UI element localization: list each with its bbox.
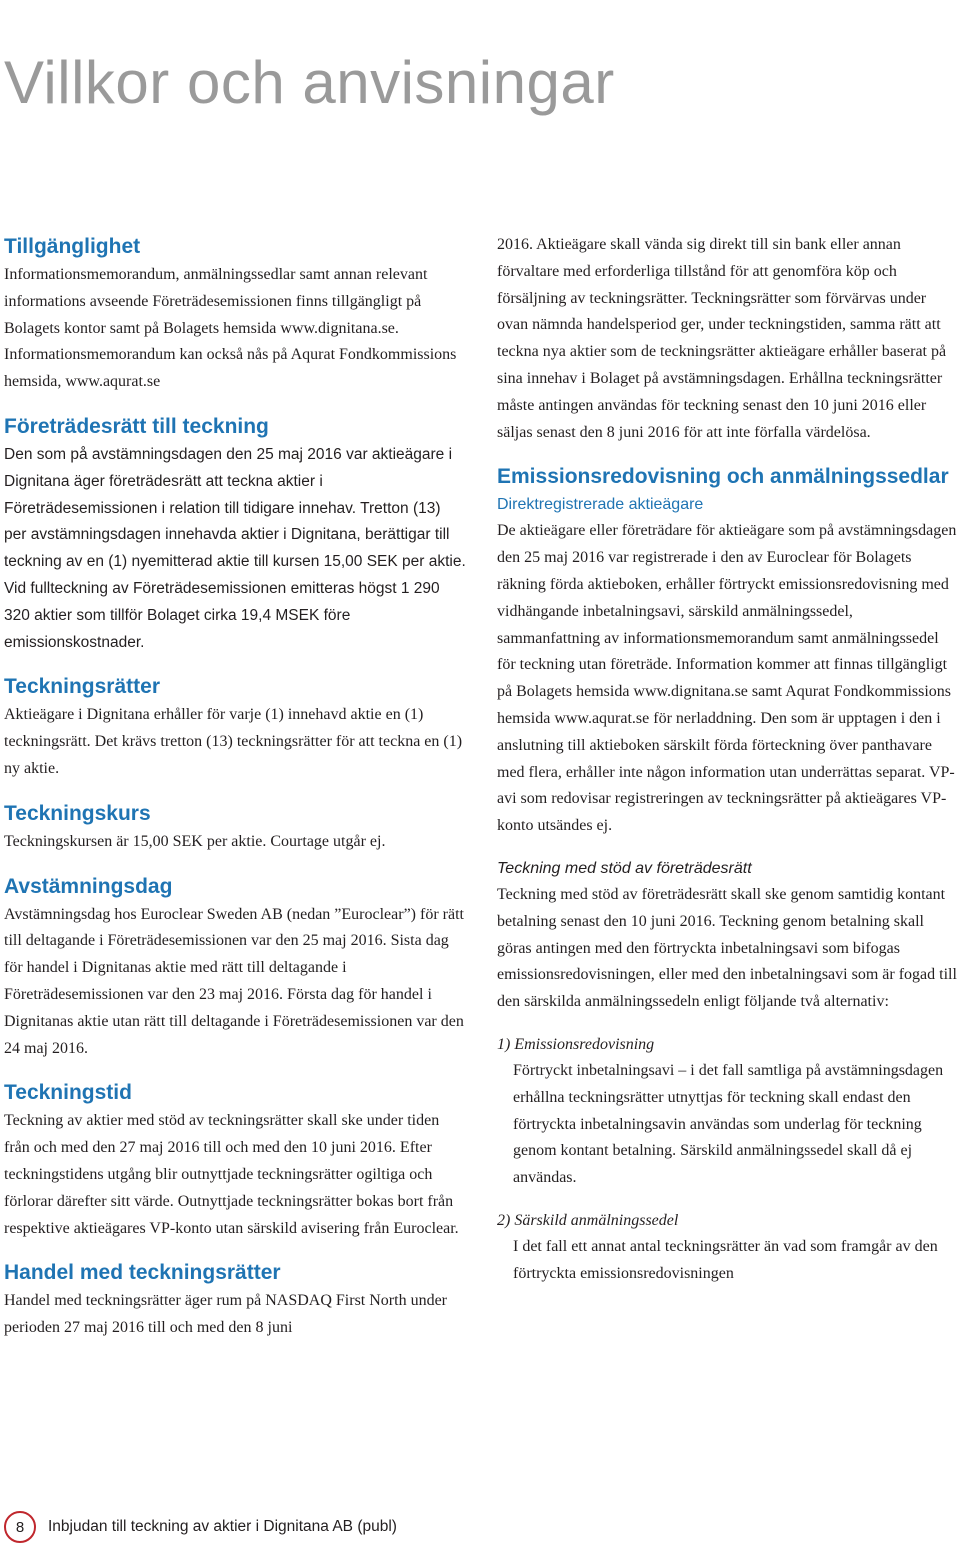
section-foretradesratt (4, 412, 466, 656)
left-column (4, 232, 466, 1358)
alt2-label: 2) Särskild anmälningssedel (497, 1211, 679, 1229)
section-teckningskurs (4, 799, 466, 856)
section-teckningstid (4, 1078, 466, 1242)
body-handel: Handel med teckningsrätter äger rum på NASDAQ First North under perioden 27 maj 2016 till och med den 8 juni (4, 1292, 447, 1337)
page-footer (4, 1512, 397, 1542)
heading-teckning: Teckning med stöd av företrädesrätt (497, 859, 752, 877)
subheading-direktregistrerade: Direktregistrerade aktieägare (497, 496, 704, 514)
page-title: Villkor och anvisningar (4, 49, 615, 116)
section-teckning (497, 856, 957, 1016)
body-teckningstid: Teckning av aktier med stöd av teckningsrätter skall ske under tiden från och med den 27 maj 2016 till och med den 10 juni 2016. Efter teckningstidens utgång blir outnyttjade teckningsrätter ogiltiga och förlorar därefter sitt värde. Outnyttjade teckningsrätter bokas bort från respektive aktieägares VP-konto utan särskild avisering från Euroclear. (4, 1112, 459, 1237)
body-teckningsratter: Aktieägare i Dignitana erhåller för varje (1) innehavd aktie en (1) teckningsrätt. Det krävs tretton (13) teckningsrätter för att teckna en (1) ny aktie. (4, 706, 463, 777)
section-avstamningsdag (4, 872, 466, 1063)
alt2-body: I det fall ett annat antal teckningsrätter än vad som framgår av den förtryckta emissionsredovisningen (513, 1237, 938, 1282)
body-avstamningsdag: Avstämningsdag hos Euroclear Sweden AB (nedan ”Euroclear”) för rätt till deltagande i Företrädesemissionen var den 25 maj 2016. Sista dag för handel i Dignitanas aktie med rätt till deltagande i Företrädesemissionen var den 23 maj 2016. Första dag för handel i Dignitanas aktie utan rätt till deltagande i Företrädesemissionen var den 24 maj 2016. (4, 905, 464, 1057)
alternative-1 (497, 1032, 957, 1192)
heading-teckningstid: Teckningstid (4, 1081, 132, 1105)
heading-tillganglighet: Tillgänglighet (4, 235, 141, 258)
heading-teckningskurs: Teckningskurs (4, 801, 151, 825)
section-handel-continued (497, 232, 957, 446)
section-emission (497, 462, 957, 840)
heading-foretradesratt: Företrädesrätt till teckning (4, 414, 269, 438)
body-teckning: Teckning med stöd av företrädesrätt skall ske genom samtidig kontant betalning senast den 10 juni 2016. Teckning genom betalning skall göras antingen med den förtryckta inbetalningsavi som bifogas emissionsredovisningen, eller med den inbetalningsavi som är fogad till den särskilda anmälningssedeln enligt följande två alternativ: (497, 885, 957, 1011)
section-handel (4, 1258, 466, 1342)
heading-teckningsratter: Teckningsrätter (4, 675, 160, 699)
alternative-2 (497, 1208, 957, 1288)
page-number-badge: 8 (4, 1511, 36, 1543)
body-teckningskurs: Teckningskursen är 15,00 SEK per aktie. Courtage utgår ej. (4, 832, 386, 850)
footer-text: Inbjudan till teckning av aktier i Dignitana AB (publ) (48, 1518, 397, 1535)
heading-handel: Handel med teckningsrätter (4, 1261, 281, 1285)
alt1-label: 1) Emissionsredovisning (497, 1035, 655, 1053)
heading-avstamningsdag: Avstämningsdag (4, 874, 173, 898)
section-tillganglighet (4, 232, 466, 396)
body-tillganglighet: Informationsmemorandum, anmälningssedlar samt annan relevant informations avseende Företrädesemissionen finns tillgängligt på Bolagets kontor samt på Bolagets hemsida www.dignitana.se. Informationsmemorandum kan också nås på Aqurat Fondkommissions hemsida, www.aqurat.se (4, 266, 457, 391)
heading-emission: Emissionsredovisning och anmälningssedlar (497, 465, 949, 489)
body-emission: De aktieägare eller företrädare för aktieägare som på avstämningsdagen den 25 maj 2016 var registrerade i den av Euroclear för Bolagets räkning förda aktieboken, erhåller förtryckt emissionsredovisning med vidhängande inbetalningsavi, särskild anmälningssedel, sammanfattning av informationsmemorandum samt anmälningssedel för teckning utan företräde. Information kommer att finnas tillgängligt på Bolagets hemsida www.dignitana.se samt Aqurat Fondkommissions hemsida www.aqurat.se för nerladdning. Den som är upptagen i den i anslutning till aktieboken särskilt förda förteckning över panthavare med flera, erhåller inte någon information utan underrättas separat. VP-avi som redovisar registreringen av teckningsrätter på aktieägares VP-konto utsändes ej. (497, 522, 957, 835)
body-foretradesratt: Den som på avstämningsdagen den 25 maj 2016 var aktieägare i Dignitana äger företrädesrätt att teckna aktier i Företrädesemissionen i relation till tidigare innehav. Tretton (13) per avstämningsdagen innehavda aktier i Dignitana, berättigar till teckning av en (1) nyemitterad aktie till kursen 15,00 SEK per aktie. Vid fullteckning av Företrädesemissionen emitteras högst 1 290 320 aktier som tillför Bolaget cirka 19,4 MSEK före emissionskostnader. (4, 445, 466, 651)
right-column (497, 232, 957, 1304)
alt1-body: Förtryckt inbetalningsavi – i det fall samtliga på avstämningsdagen erhållna teckningsrätter utnyttjas för teckning skall endast den förtryckta inbetalningsavin användas som underlag för teckning genom kontant betalning. Särskild anmälningssedel skall då ej användas. (513, 1061, 944, 1187)
section-teckningsratter (4, 672, 466, 782)
body-handel-continued: 2016. Aktieägare skall vända sig direkt till sin bank eller annan förvaltare med erforderliga tillstånd för att genomföra köp och försäljning av teckningsrätter. Teckningsrätter som förvärvas under ovan nämnda handelsperiod ger, under teckningstiden, samma rätt att teckna nya aktier som de teckningsrätter aktieägare erhåller baserat på sina innehav i Bolaget på avstämningsdagen. Erhållna teckningsrätter måste antingen användas för teckning senast den 10 juni 2016 eller säljas senast den 8 juni 2016 för att inte förfalla värdelösa. (497, 236, 947, 441)
